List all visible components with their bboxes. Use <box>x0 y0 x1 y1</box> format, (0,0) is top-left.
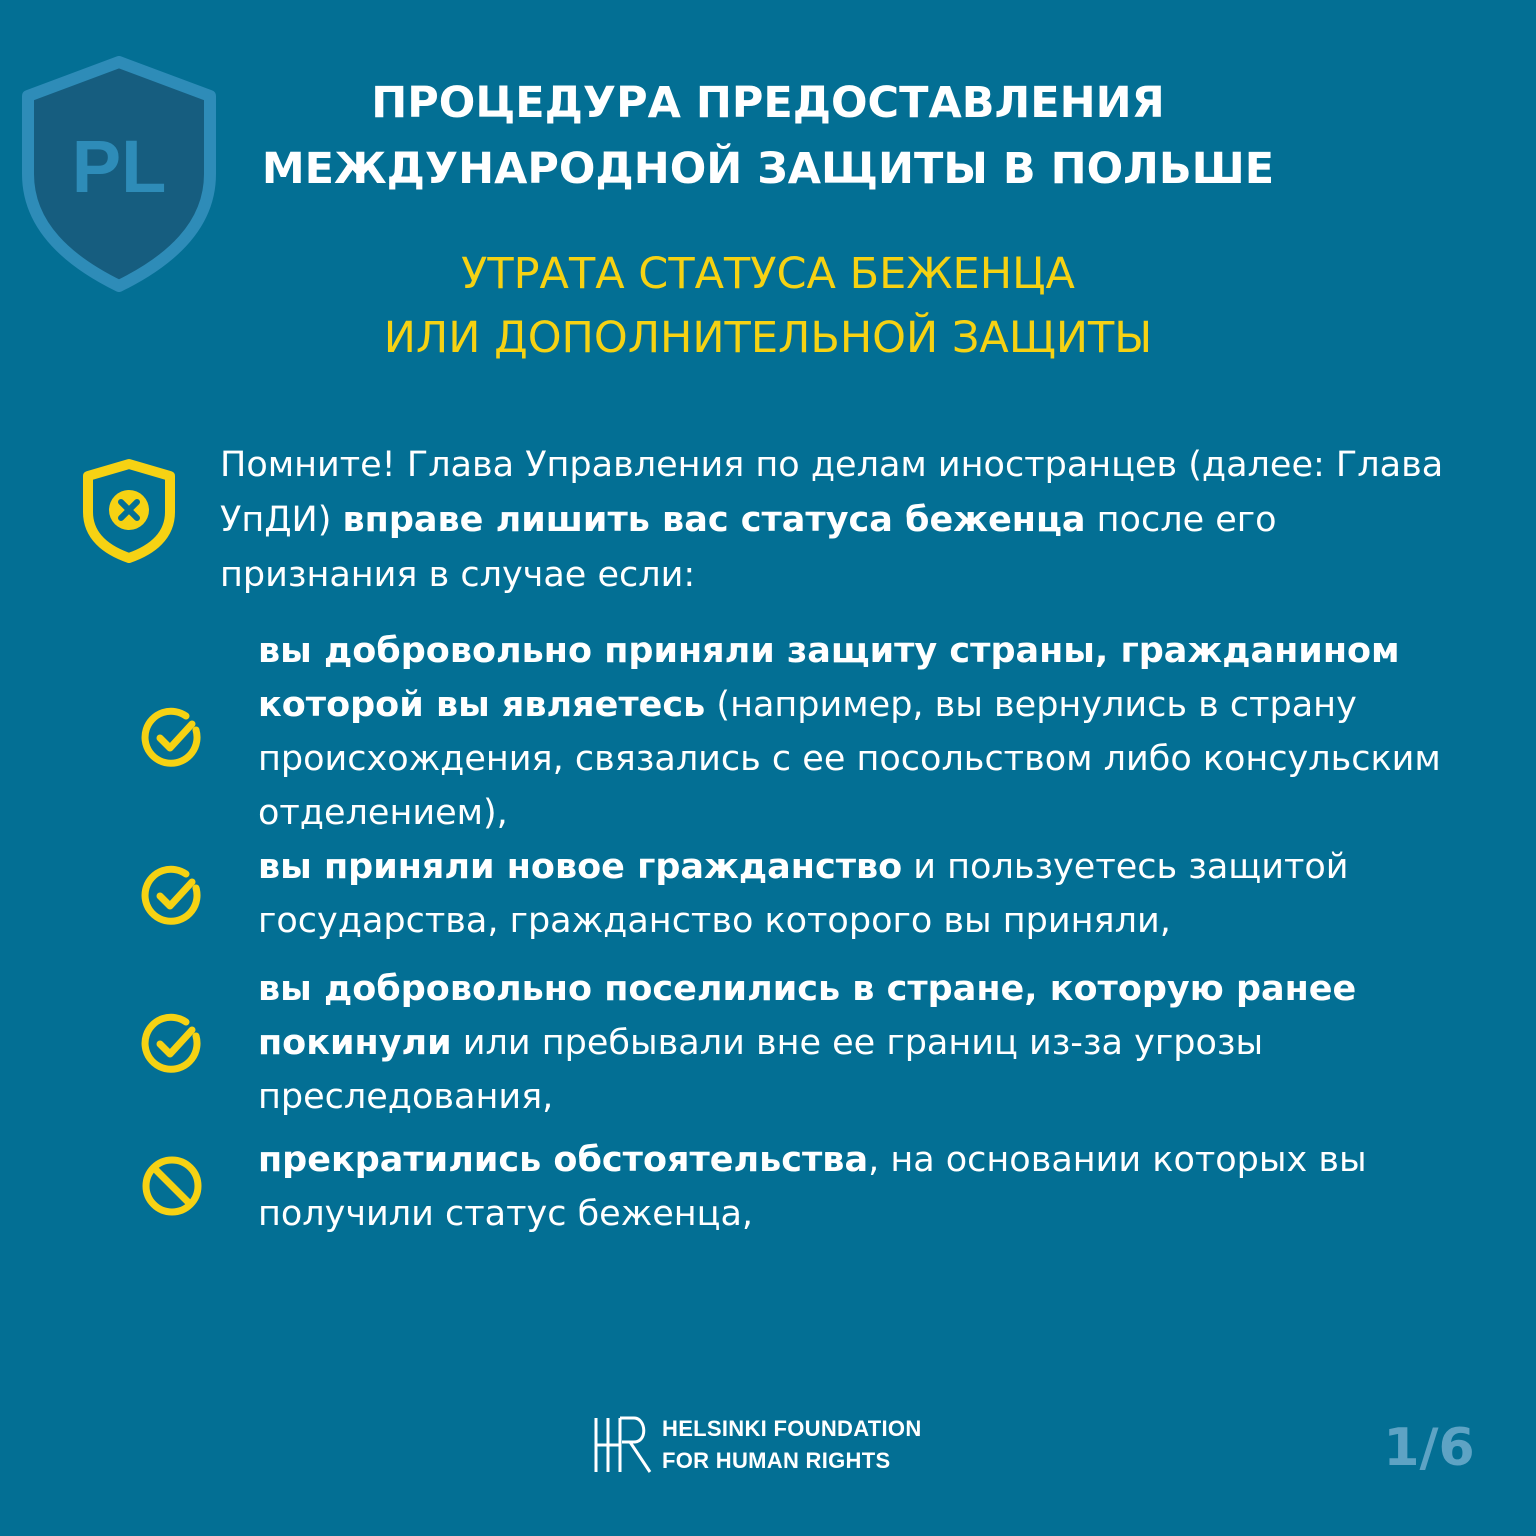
hfhr-logo <box>590 1412 970 1478</box>
title-line-2: МЕЖДУНАРОДНОЙ ЗАЩИТЫ В ПОЛЬШЕ <box>261 144 1275 194</box>
item-text: , на основании которых вы получили статус беженца, <box>258 1140 1367 1234</box>
list-item <box>258 1133 1458 1241</box>
item-text: (например, вы вернулись в страну происхождения, связались с ее посольством либо консульским отделением), <box>258 685 1441 833</box>
item-bold: прекратились обстоятельства <box>258 1140 869 1180</box>
item-text: или пребывали вне ее границ из-за угрозы преследования, <box>258 1023 1264 1117</box>
hr-monogram-icon <box>590 1412 656 1478</box>
item-text: и пользуетесь защитой государства, гражданство которого вы приняли, <box>258 847 1349 941</box>
intro-paragraph <box>220 438 1480 603</box>
page-title <box>150 70 1386 202</box>
prohibited-circle-icon <box>140 1154 204 1218</box>
list-item <box>258 840 1458 948</box>
check-circle-icon <box>140 706 204 770</box>
intro-text-1: Помните! Глава Управления по делам иностранцев (далее: Глава УпДИ) <box>220 445 1444 540</box>
list-item <box>258 962 1458 1124</box>
check-circle-icon <box>140 864 204 928</box>
intro-bold: вправе лишить вас статуса беженца <box>342 500 1086 540</box>
item-bold: вы добровольно приняли защиту страны, гражданином которой вы являетесь <box>258 631 1400 725</box>
pl-badge-text: PL <box>71 125 167 208</box>
item-bold: вы приняли новое гражданство <box>258 847 903 887</box>
intro-text-2: после его признания в случае если: <box>220 500 1277 595</box>
title-line-1: ПРОЦЕДУРА ПРЕДОСТАВЛЕНИЯ <box>371 78 1165 128</box>
list-item <box>258 624 1458 840</box>
org-name-line-1: HELSINKI FOUNDATION <box>662 1416 922 1441</box>
subtitle-line-1: УТРАТА СТАТУСА БЕЖЕНЦА <box>461 249 1075 299</box>
shield-x-icon <box>80 458 178 564</box>
page-number: 1/6 <box>1383 1418 1475 1478</box>
check-circle-icon <box>140 1012 204 1076</box>
item-bold: вы добровольно поселились в стране, которую ранее покинули <box>258 969 1357 1063</box>
subtitle-line-2: ИЛИ ДОПОЛНИТЕЛЬНОЙ ЗАЩИТЫ <box>383 313 1153 363</box>
org-name-line-2: FOR HUMAN RIGHTS <box>662 1448 891 1473</box>
page-subtitle <box>150 242 1386 370</box>
